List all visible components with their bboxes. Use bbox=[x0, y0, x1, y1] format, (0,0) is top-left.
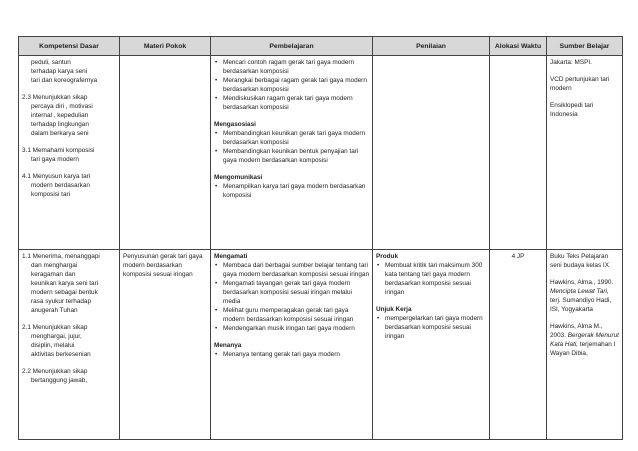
list-item: • Membandingkan keunikan bentuk penyajian tari gaya modern berdasarkan komposisi bbox=[214, 147, 369, 165]
kd-cell bbox=[19, 250, 120, 440]
materi-pokok-text: Penyusunan gerak tari gaya modern berdasarkan komposisi sesuai iringan bbox=[123, 253, 203, 278]
list-item: • Merangkai berbagai ragam gerak tari gaya modern berdasarkan komposisi bbox=[214, 76, 369, 94]
sumber-hawkins-2003: Hawkins, Alma M., 2003. Bergerak Menurut Kata Hati, terjemahan I Wayan Dibia, bbox=[550, 323, 619, 357]
kd-2-3: 2.3 Menunjukkan sikap percaya diri , motivasi internal , kepedulian terhadap lingkungan dalam berkarya seni bbox=[22, 94, 93, 137]
produk-heading: Produk bbox=[376, 253, 399, 260]
materi-cell bbox=[120, 250, 211, 440]
mengomunikasi-heading: Mengomunikasi bbox=[214, 174, 263, 181]
sumber-buku-teks: Buku Teks Pelajaran seni budaya kelas IX bbox=[550, 253, 609, 269]
header-row bbox=[19, 37, 623, 56]
alokasi-value: 4 JP bbox=[511, 253, 525, 260]
sumber-cell bbox=[547, 250, 623, 440]
list-item: • Menampilkan karya tari gaya modern berdasarkan komposisi bbox=[214, 182, 369, 200]
list-item: • Menanya tentang gerak tari gaya modern bbox=[214, 350, 369, 359]
pembelajaran-cell bbox=[211, 250, 373, 440]
kd-2-1: 2.1 Menunjukkan sikap menghargai, jujur, disiplin, melalui aktivitas berkesenian bbox=[22, 324, 91, 358]
list-item: • mempergelarkan tari gaya modern berdasarkan komposisi sesuai iringan bbox=[376, 314, 486, 341]
header-pembelajaran: Pembelajaran bbox=[211, 37, 373, 56]
list-item: • Melihat guru memperagakan gerak tari gaya modern berdasarkan komposisi sesuai iringan bbox=[214, 306, 369, 324]
curriculum-table bbox=[18, 36, 623, 440]
kd-1-1: 1.1 Menerima, menanggapi dan menghargai keragaman dan keunikan karya seni tari modern sebagai bentuk rasa syukur terhadap anugerah Tuhan bbox=[22, 253, 100, 314]
list-item: • Membaca dari berbagai sumber belajar tentang tari gaya modern berdasarkan komposisi sesuai iringan bbox=[214, 261, 369, 279]
mengasosiasi-heading: Mengasosiasi bbox=[214, 121, 256, 128]
sumber-hawkins-1990: Hawkins, Alma., 1990. Mencipta Lewat Tari, terj. Sumandiyo Hadi, ISI, Yogyakarta bbox=[550, 279, 614, 313]
header-penilaian: Penilaian bbox=[373, 37, 490, 56]
kd-2-2: 2.2 Menunjukkan sikap bertanggung jawab, bbox=[22, 368, 88, 384]
alokasi-cell bbox=[490, 250, 547, 440]
sumber-cell: Jakarta: MSPI. VCD pertunjukan tari modern Ensiklopedi tari Indonesia bbox=[547, 56, 623, 250]
header-sumber-belajar: Sumber Belajar bbox=[547, 37, 623, 56]
penilaian-cell bbox=[373, 56, 490, 250]
alokasi-cell bbox=[490, 56, 547, 250]
materi-cell bbox=[120, 56, 211, 250]
mengamati-heading: Mengamati bbox=[214, 253, 248, 260]
penilaian-cell bbox=[373, 250, 490, 440]
kd-cell bbox=[19, 56, 120, 250]
table-row bbox=[19, 250, 623, 440]
pembelajaran-cell bbox=[211, 56, 373, 250]
list-item: • Mendengarkan musik iringan tari gaya modern bbox=[214, 324, 369, 333]
header-alokasi-waktu: Alokasi Waktu bbox=[490, 37, 547, 56]
unjuk-kerja-heading: Unjuk Kerja bbox=[376, 306, 412, 313]
table-row bbox=[19, 56, 623, 250]
kd-3-1: 3.1 Memahami komposisi tari gaya modern bbox=[22, 147, 95, 163]
list-item: • Membuat kritik tari maksimum 300 kata tentang tari gaya modern berdasarkan komposisi sesuai iringan bbox=[376, 261, 486, 297]
list-item: • Mengamati tayangan gerak tari gaya modern berdasarkan komposisi sesuai iringan melalui media bbox=[214, 279, 369, 306]
list-item: • Mendiskusikan ragam gerak tari gaya modern berdasarkan komposisi bbox=[214, 94, 369, 112]
kd-continuation: peduli, santun terhadap karya seni tari dan koreografernya bbox=[31, 59, 98, 84]
kd-4-1: 4.1 Menyusun karya tari modern berdasarkan komposisi tari bbox=[22, 173, 91, 198]
list-item: • Membandingkan keunikan gerak tari gaya modern berdasarkan komposisi bbox=[214, 129, 369, 147]
header-materi-pokok: Materi Pokok bbox=[120, 37, 211, 56]
header-kompetensi-dasar: Kompetensi Dasar bbox=[19, 37, 120, 56]
menanya-heading: Menanya bbox=[214, 342, 242, 349]
list-item: • Mencari contoh ragam gerak tari gaya modern berdasarkan komposisi bbox=[214, 58, 369, 76]
